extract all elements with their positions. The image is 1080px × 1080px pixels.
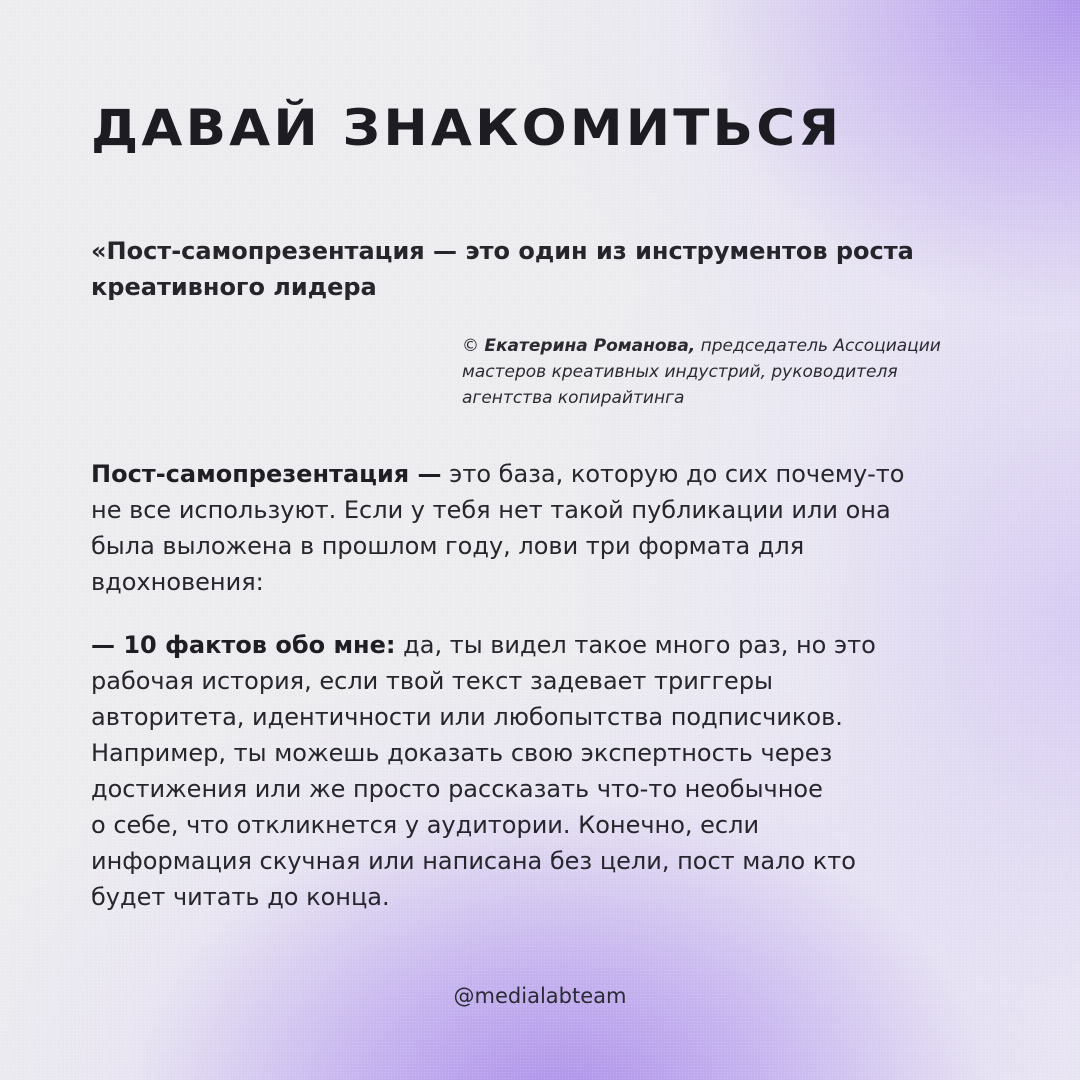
paragraph-line: достижения или же просто рассказать что-то необычное	[91, 775, 823, 803]
paragraph-line: рабочая история, если твой текст задевает триггеры	[91, 667, 774, 695]
quote-line: «Пост-самопрезентация — это один из инструментов роста	[91, 237, 914, 265]
author-role: председатель Ассоциации	[700, 336, 941, 356]
paragraph-line	[91, 456, 971, 492]
facts-paragraph	[91, 627, 971, 915]
paragraph-line: о себе, что откликнется у аудитории. Конечно, если	[91, 811, 760, 839]
quote-line: креативного лидера	[91, 273, 377, 301]
copyright-symbol: ©	[462, 336, 479, 356]
attribution-line: мастеров креативных индустрий, руководителя	[462, 362, 898, 382]
paragraph-line: Например, ты можешь доказать свою экспертность через	[91, 739, 833, 767]
attribution-line: агентства копирайтинга	[462, 388, 685, 408]
paragraph-line: будет читать до конца.	[91, 883, 390, 911]
paragraph-line: была выложена в прошлом году, лови три формата для	[91, 532, 805, 560]
account-handle: @medialabteam	[453, 984, 627, 1008]
intro-paragraph	[91, 456, 971, 600]
paragraph-text: да, ты видел такое много раз, но это	[403, 631, 876, 659]
paragraph-lead: — 10 фактов обо мне:	[91, 631, 396, 659]
paragraph-line: информация скучная или написана без цели, пост мало кто	[91, 847, 856, 875]
paragraph-line	[91, 627, 971, 663]
paragraph-text: это база, которую до сих почему-то	[449, 460, 905, 488]
post-card	[91, 0, 991, 1080]
paragraph-lead: Пост-самопрезентация —	[91, 460, 442, 488]
paragraph-line: не все используют. Если у тебя нет такой публикации или она	[91, 496, 891, 524]
quote-attribution	[462, 333, 1002, 411]
page-title: ДАВАЙ ЗНАКОМИТЬСЯ	[91, 99, 843, 157]
quote-block	[91, 233, 971, 305]
paragraph-line: вдохновения:	[91, 568, 264, 596]
author-name: Екатерина Романова,	[484, 336, 696, 356]
attribution-line	[462, 333, 1002, 359]
paragraph-line: авторитета, идентичности или любопытства подписчиков.	[91, 703, 843, 731]
